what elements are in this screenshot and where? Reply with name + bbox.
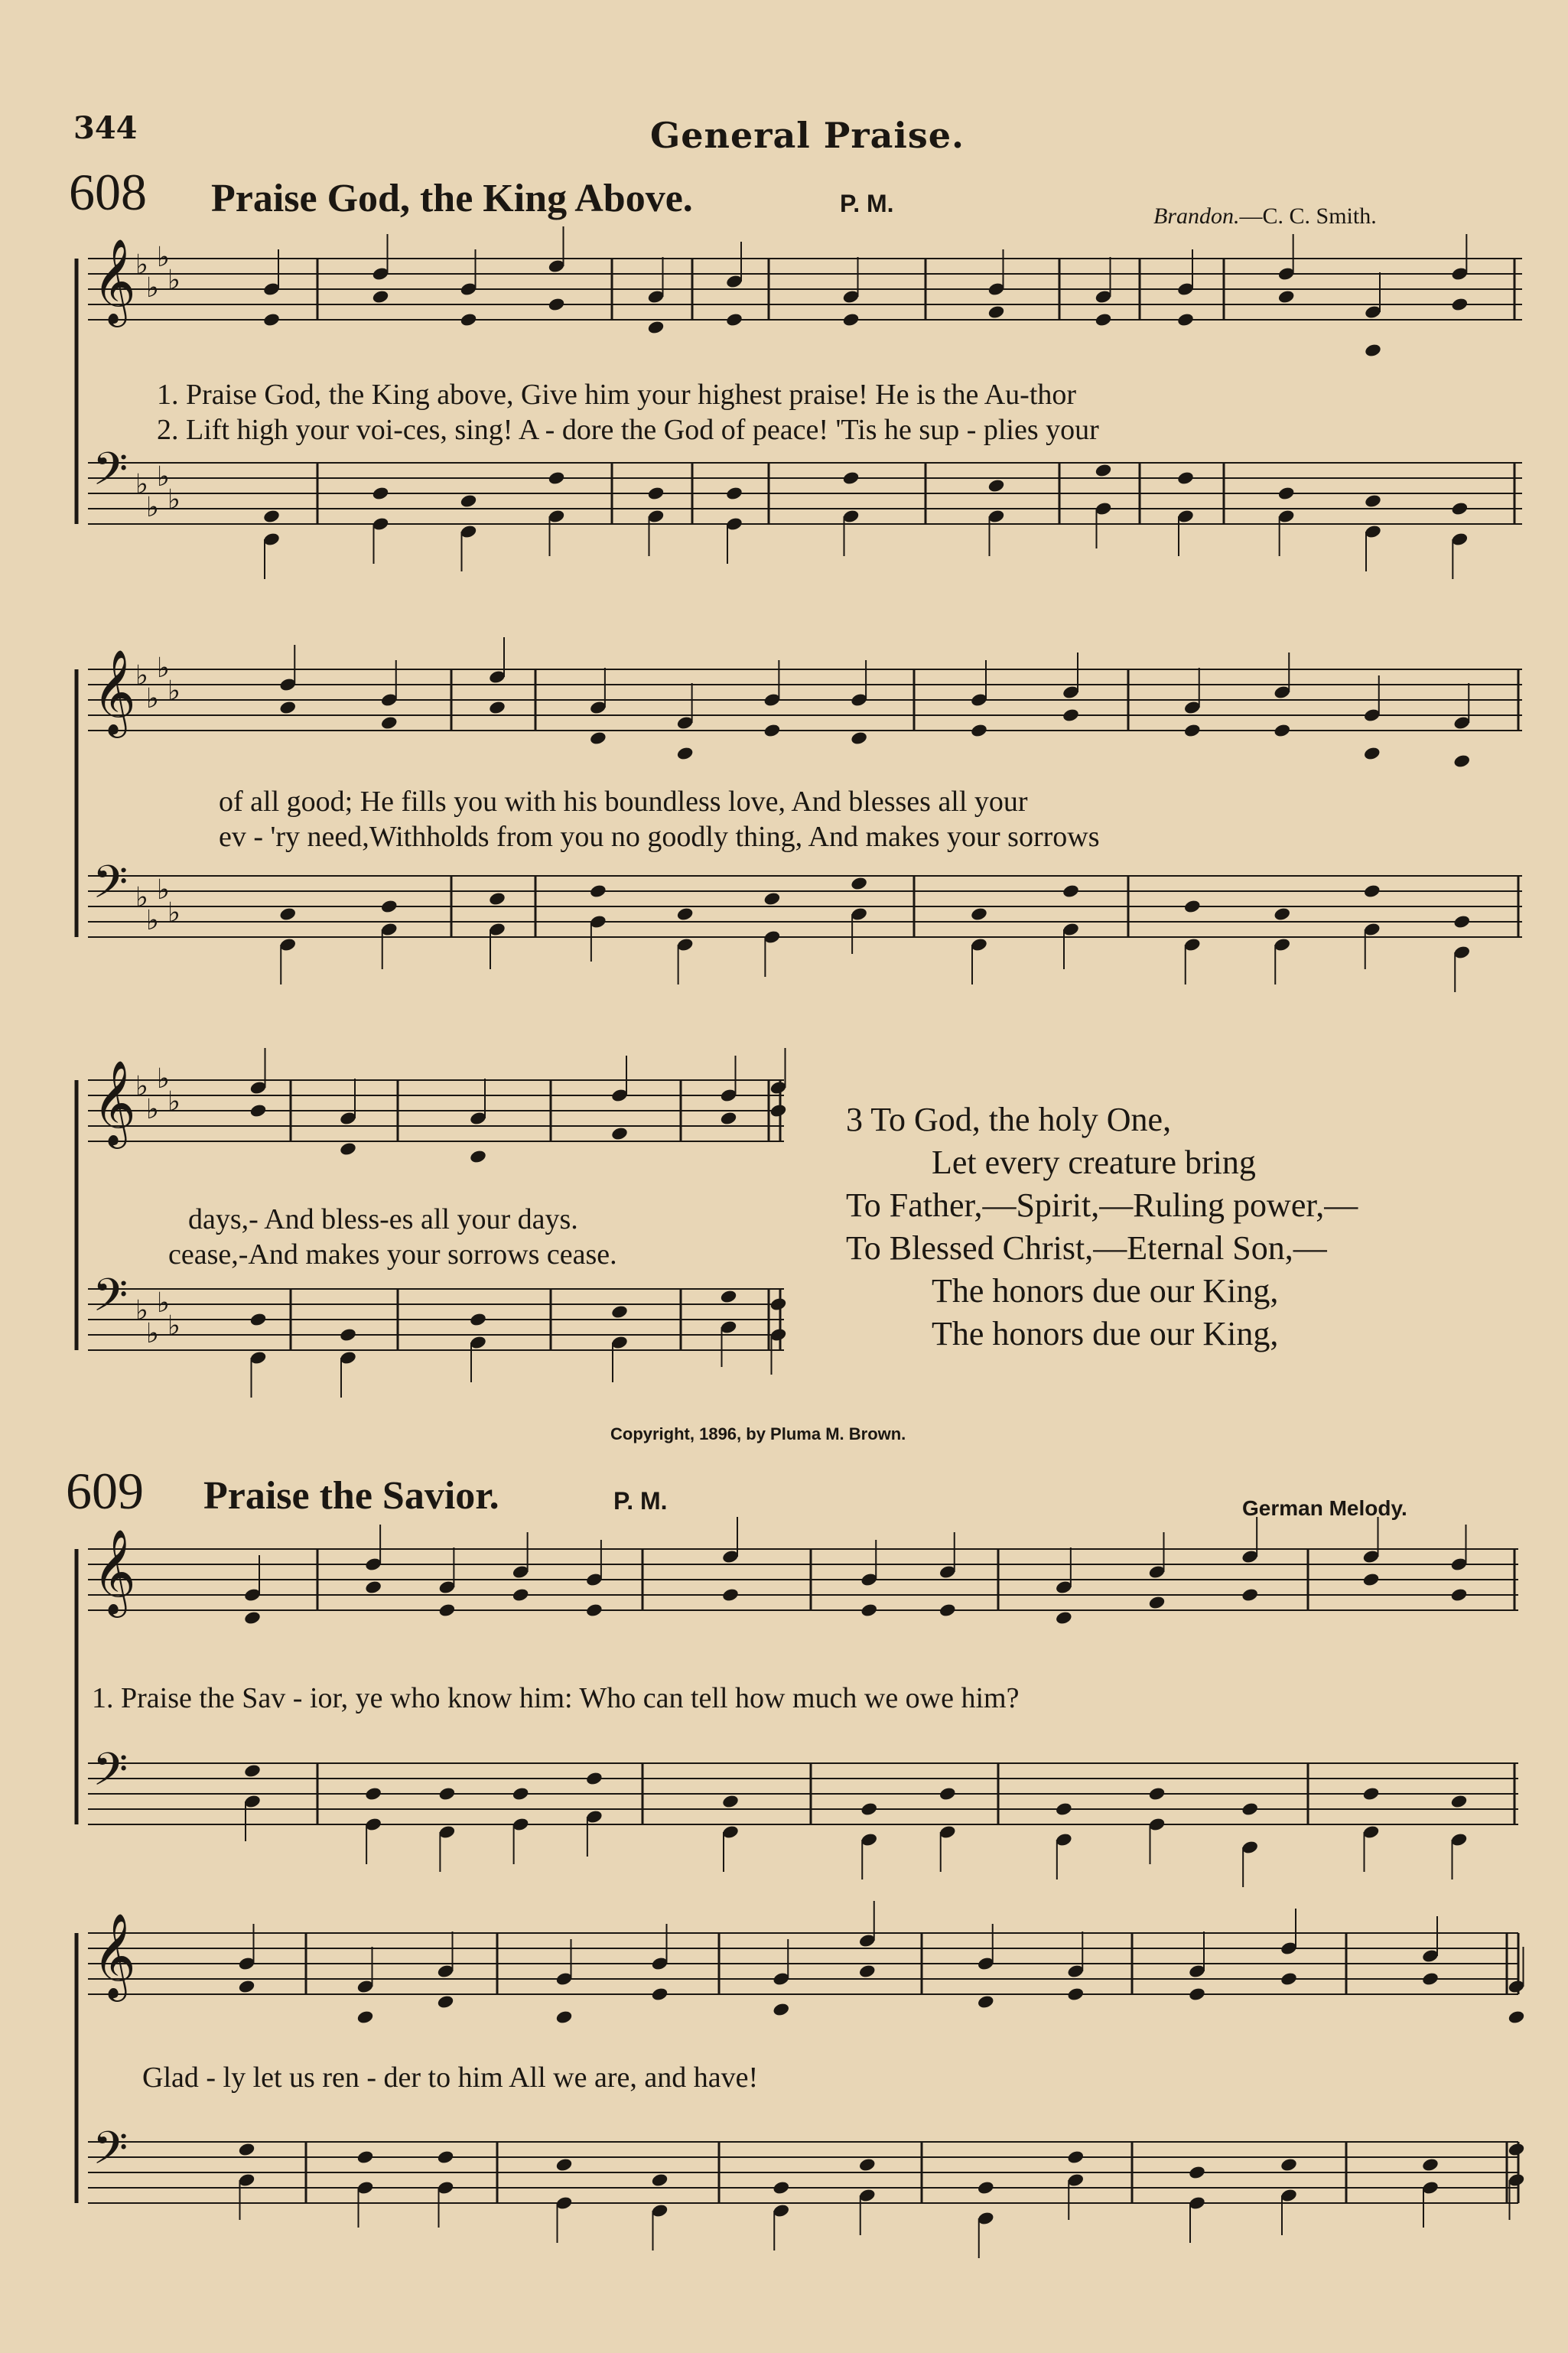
note-head: [1176, 312, 1195, 327]
note-head: [380, 899, 399, 914]
flat-sign: ♭: [168, 265, 181, 296]
lyric-608-s3-v2: cease,-And makes your sorrows cease.: [168, 1238, 617, 1271]
flat-sign: ♭: [146, 1094, 159, 1125]
note-head: [512, 1786, 530, 1801]
flat-sign: ♭: [157, 874, 170, 906]
note-head: [1450, 1794, 1469, 1809]
note-head: [1362, 1572, 1381, 1587]
note-head: [1508, 2010, 1526, 2025]
meter-609: P. M.: [613, 1487, 668, 1515]
note-head: [1062, 884, 1080, 899]
note-head: [356, 2010, 375, 2025]
flat-sign: ♭: [135, 249, 148, 281]
flat-sign: ♭: [135, 660, 148, 692]
note-head: [850, 876, 868, 891]
hymn-number-608: 608: [69, 163, 147, 221]
flat-sign: ♭: [168, 484, 181, 516]
note-head: [278, 700, 297, 715]
note-head: [939, 1603, 957, 1618]
note-head: [860, 1801, 878, 1817]
lyric-608-s1-v1: 1. Praise God, the King above, Give him your highest praise! He is the Au-thor: [157, 379, 1077, 411]
stanza3-line3: To Father,—Spirit,—Ruling power,—: [846, 1186, 1358, 1224]
note-head: [842, 312, 860, 327]
flat-sign: ♭: [168, 1086, 181, 1118]
note-head: [1066, 2150, 1085, 2165]
flat-sign: ♭: [157, 461, 170, 493]
note-head: [1183, 899, 1202, 914]
note-head: [238, 1979, 256, 1994]
note-head: [555, 2010, 574, 2025]
flat-sign: ♭: [157, 1063, 170, 1095]
note-head: [676, 906, 695, 922]
stanza3-line5: The honors due our King,: [932, 1272, 1279, 1310]
treble-clef: 𝄞: [93, 1059, 136, 1145]
note-head: [460, 493, 478, 509]
copyright-notice: Copyright, 1896, by Pluma M. Brown.: [610, 1424, 906, 1443]
note-head: [356, 2150, 375, 2165]
note-head: [262, 312, 281, 327]
note-head: [1183, 723, 1202, 738]
running-head: General Praise.: [650, 115, 965, 156]
note-head: [1066, 1987, 1085, 2002]
note-head: [1508, 2142, 1526, 2157]
hymn-title-609: Praise the Savior.: [203, 1474, 499, 1518]
lyric-608-s3-v1: days,- And bless-es all your days.: [188, 1203, 578, 1235]
flat-sign: ♭: [135, 1295, 148, 1326]
bass-clef: 𝄢: [93, 1268, 128, 1333]
note-head: [1362, 1786, 1381, 1801]
hymn-number-609: 609: [66, 1462, 144, 1520]
note-head: [970, 723, 988, 738]
note-head: [1277, 486, 1296, 501]
note-head: [977, 1994, 995, 2010]
note-head: [372, 289, 390, 304]
note-head: [987, 478, 1006, 493]
flat-sign: ♭: [168, 1310, 181, 1342]
note-head: [1241, 1587, 1259, 1603]
note-head: [860, 1603, 878, 1618]
note-head: [1095, 463, 1113, 478]
note-head: [647, 486, 665, 501]
note-head: [1451, 297, 1469, 312]
stanza3-line4: To Blessed Christ,—Eternal Son,—: [846, 1229, 1327, 1267]
note-head: [488, 700, 506, 715]
treble-clef: 𝄞: [93, 649, 136, 734]
page-number: 344: [73, 110, 138, 146]
note-head: [548, 297, 566, 312]
note-head: [647, 320, 665, 335]
note-head: [651, 2172, 669, 2188]
note-head: [438, 1603, 457, 1618]
note-head: [1273, 906, 1291, 922]
note-head: [1363, 746, 1381, 761]
note-head: [763, 891, 782, 906]
note-head: [1363, 884, 1381, 899]
flat-sign: ♭: [146, 905, 159, 936]
lyric-608-s2-v2: ev - 'ry need,Withholds from you no goodly thing, And makes your sorrows: [219, 821, 1100, 853]
note-head: [249, 1312, 268, 1327]
flat-sign: ♭: [146, 272, 159, 304]
note-head: [1188, 1987, 1206, 2002]
note-head: [278, 906, 297, 922]
composer-609: German Melody.: [1242, 1496, 1407, 1520]
note-head: [585, 1771, 603, 1786]
note-head: [364, 1580, 382, 1595]
note-head: [1421, 2157, 1440, 2172]
note-head: [610, 1304, 629, 1320]
note-head: [987, 304, 1006, 320]
flat-sign: ♭: [146, 492, 159, 523]
note-head: [589, 884, 607, 899]
stanza3-line1: 3 To God, the holy One,: [846, 1101, 1172, 1138]
flat-sign: ♭: [135, 469, 148, 500]
note-head: [1273, 723, 1291, 738]
note-head: [720, 1111, 738, 1126]
lyric-608-s1-v2: 2. Lift high your voi-ces, sing! A - dore the God of peace! 'Tis he sup - plies your: [157, 414, 1099, 446]
stanza3-line2: Let every creature bring: [932, 1144, 1256, 1181]
flat-sign: ♭: [146, 1318, 159, 1349]
note-head: [1241, 1801, 1259, 1817]
treble-clef: 𝄞: [93, 1912, 136, 1998]
note-head: [858, 1964, 877, 1979]
note-head: [772, 2180, 790, 2195]
note-head: [512, 1587, 530, 1603]
note-head: [1280, 1971, 1298, 1987]
bass-clef: 𝄢: [93, 2121, 128, 2185]
meter-608: P. M.: [840, 190, 894, 217]
treble-clef: 𝄞: [93, 238, 136, 324]
note-head: [1062, 708, 1080, 723]
note-head: [555, 2157, 574, 2172]
note-head: [1055, 1801, 1073, 1817]
note-head: [1148, 1786, 1166, 1801]
flat-sign: ♭: [168, 897, 181, 929]
note-head: [469, 1149, 487, 1164]
note-head: [585, 1603, 603, 1618]
note-head: [438, 1786, 457, 1801]
note-head: [1453, 914, 1471, 929]
note-head: [1148, 1595, 1166, 1610]
hymn-title-608: Praise God, the King Above.: [211, 177, 693, 220]
note-head: [243, 1610, 262, 1626]
note-head: [850, 731, 868, 746]
note-head: [769, 1297, 788, 1312]
note-head: [842, 470, 860, 486]
bass-clef: 𝄢: [93, 855, 128, 919]
note-head: [1421, 1971, 1440, 1987]
flat-sign: ♭: [168, 675, 181, 707]
note-head: [488, 891, 506, 906]
note-head: [1188, 2165, 1206, 2180]
note-head: [1364, 343, 1382, 358]
note-head: [939, 1786, 957, 1801]
note-head: [720, 1289, 738, 1304]
flat-sign: ♭: [157, 1287, 170, 1319]
note-head: [589, 731, 607, 746]
note-head: [249, 1103, 268, 1118]
note-head: [372, 486, 390, 501]
note-head: [380, 715, 399, 731]
note-head: [339, 1141, 357, 1157]
note-head: [769, 1103, 788, 1118]
note-head: [460, 312, 478, 327]
note-head: [1451, 501, 1469, 516]
note-head: [721, 1794, 740, 1809]
flat-sign: ♭: [135, 882, 148, 913]
flat-sign: ♭: [157, 653, 170, 684]
treble-clef: 𝄞: [93, 1528, 136, 1614]
note-head: [721, 1587, 740, 1603]
note-head: [1176, 470, 1195, 486]
note-head: [610, 1126, 629, 1141]
note-head: [1280, 2157, 1298, 2172]
note-head: [725, 312, 743, 327]
note-head: [437, 1994, 455, 2010]
tune-name-608: Brandon.: [1153, 203, 1240, 229]
note-head: [1055, 1610, 1073, 1626]
note-head: [339, 1327, 357, 1342]
note-head: [364, 1786, 382, 1801]
note-head: [1453, 753, 1471, 769]
note-head: [676, 746, 695, 761]
lyric-609-s1-v1: 1. Praise the Sav - ior, ye who know him: Who can tell how much we owe him?: [92, 1682, 1020, 1714]
lyric-609-s2-v1: Glad - ly let us ren - der to him All we are, and have!: [142, 2062, 759, 2094]
bass-clef: 𝄢: [93, 442, 128, 506]
note-head: [548, 470, 566, 486]
note-head: [1095, 312, 1113, 327]
note-head: [1364, 493, 1382, 509]
note-head: [243, 1763, 262, 1779]
composer-name-608: —C. C. Smith.: [1239, 203, 1377, 229]
staff-lines: [76, 259, 1522, 2203]
flat-sign: ♭: [157, 242, 170, 273]
note-head: [651, 1987, 669, 2002]
lyric-608-s2-v1: of all good; He fills you with his boundless love, And blesses all your: [219, 786, 1028, 818]
flat-sign: ♭: [135, 1071, 148, 1102]
note-head: [763, 723, 782, 738]
note-head: [725, 486, 743, 501]
stanza3-line6: The honors due our King,: [932, 1315, 1279, 1352]
note-head: [437, 2150, 455, 2165]
note-head: [858, 2157, 877, 2172]
clefs-and-signatures: [93, 238, 181, 2185]
note-head: [469, 1312, 487, 1327]
note-heads: [238, 226, 1526, 2258]
note-head: [970, 906, 988, 922]
note-head: [772, 2002, 790, 2017]
flat-sign: ♭: [146, 683, 159, 714]
note-head: [1277, 289, 1296, 304]
note-head: [977, 2180, 995, 2195]
note-head: [1450, 1587, 1469, 1603]
note-head: [238, 2142, 256, 2157]
note-head: [262, 509, 281, 524]
bass-clef: 𝄢: [93, 1743, 128, 1807]
